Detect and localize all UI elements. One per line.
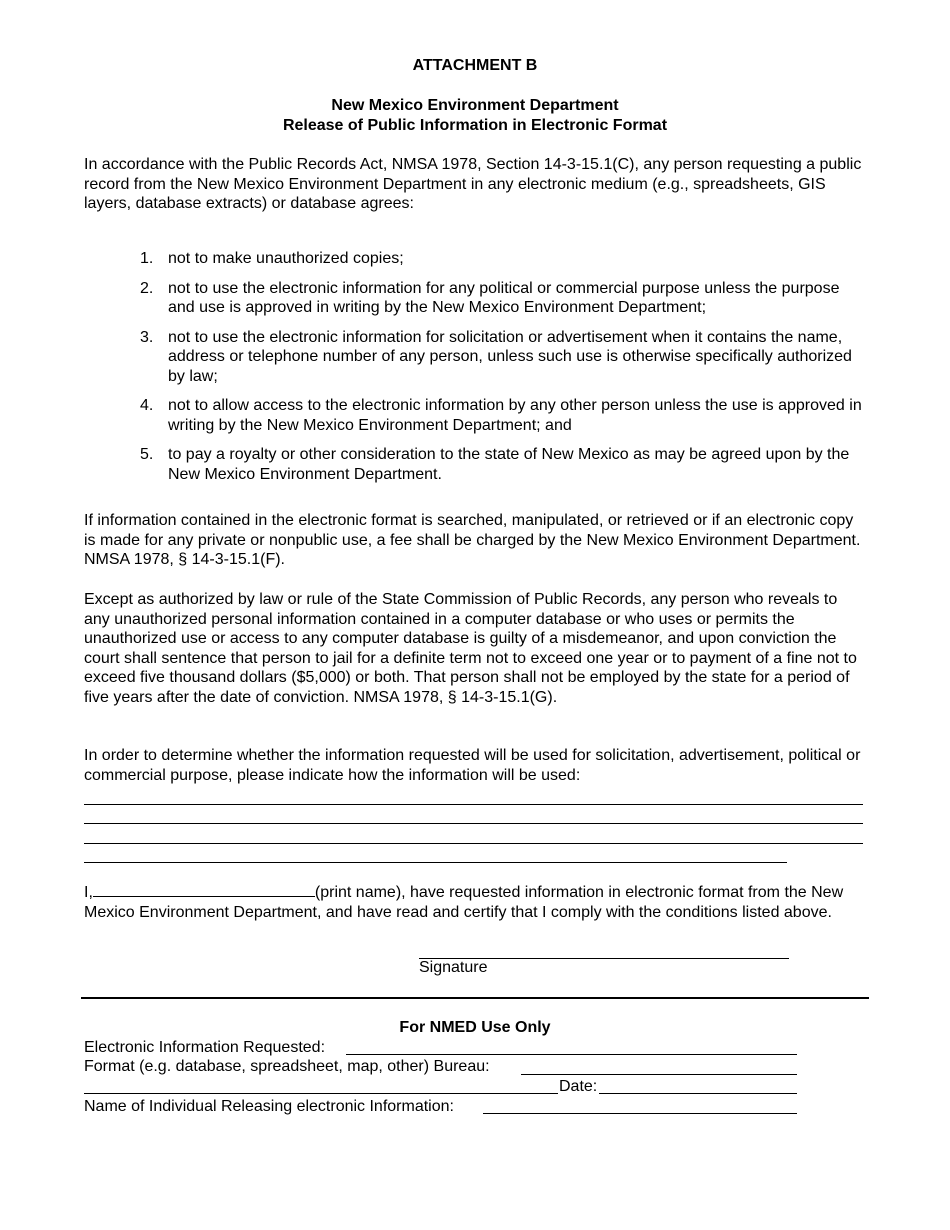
section-divider xyxy=(81,997,869,999)
condition-text: not to allow access to the electronic information by any other person unless the use is approved in writing by the New Mexico Environment Department; and xyxy=(168,397,862,434)
usage-line-1[interactable] xyxy=(84,804,863,805)
condition-number: 4. xyxy=(140,397,154,414)
condition-text: not to use the electronic information for solicitation or advertisement when it contains the name, address or telephone number of any person, unless such use is otherwise specifically authorized by law; xyxy=(168,328,852,385)
penalty-paragraph: Except as authorized by law or rule of the State Commission of Public Records, any person who reveals to any unauthorized personal information contained in a computer database or who uses or permits the unauthorized use or access to any computer database is guilty of a misdemeanor, and upon conviction the court shall sentence that person to jail for a definite term not to exceed one year or to payment of a fine not to exceed five thousand dollars ($5,000) or both. That person shall not be employed by the state for a period of five years after the date of conviction. NMSA 1978, § 14-3-15.1(G). xyxy=(84,591,857,706)
condition-text: not to use the electronic information for any political or commercial purpose unless the purpose and use is approved in writing by the New Mexico Environment Department; xyxy=(168,279,840,316)
print-name-field[interactable] xyxy=(93,882,315,897)
condition-number: 5. xyxy=(140,446,154,463)
condition-text: not to make unauthorized copies; xyxy=(168,250,404,267)
office-use-title: For NMED Use Only xyxy=(399,1019,551,1036)
condition-item xyxy=(84,396,866,435)
usage-line-3[interactable] xyxy=(84,843,863,844)
signature-label: Signature xyxy=(419,959,488,976)
form-subtitle: Release of Public Information in Electronic Format xyxy=(282,116,668,134)
condition-item xyxy=(84,249,866,269)
department-title-block xyxy=(84,96,866,135)
usage-line-4[interactable] xyxy=(84,862,787,863)
format-bureau-field[interactable] xyxy=(521,1074,797,1075)
condition-item xyxy=(84,445,866,484)
condition-number: 2. xyxy=(140,279,154,297)
date-field[interactable] xyxy=(599,1093,797,1094)
cert-prefix: I, xyxy=(84,884,93,901)
date-label: Date: xyxy=(559,1078,598,1095)
intro-paragraph: In accordance with the Public Records Act, NMSA 1978, Section 14-3-15.1(C), any person requesting a public record from the New Mexico Environment Department in any electronic medium (e.g., spreadsheets, GIS layers, database extracts) or database agrees: xyxy=(84,156,862,212)
cert-rest: the New Mexico Environment Department, and have read and certify that I comply with the conditions listed above. xyxy=(84,884,844,921)
usage-prompt: In order to determine whether the information requested will be used for solicitation, advertisement, political or commercial purpose, please indicate how the information will be used: xyxy=(84,747,861,784)
condition-item xyxy=(84,279,866,318)
cert-suffix: (print name), have requested information in electronic format from xyxy=(314,884,780,901)
info-requested-field[interactable] xyxy=(346,1054,797,1055)
releaser-field[interactable] xyxy=(483,1113,797,1114)
condition-text: to pay a royalty or other consideration to the state of New Mexico as may be agreed upon by the New Mexico Environment Department. xyxy=(168,446,850,483)
usage-line-2[interactable] xyxy=(84,823,863,824)
info-requested-label: Electronic Information Requested: xyxy=(84,1039,326,1056)
releaser-label: Name of Individual Releasing electronic Information: xyxy=(84,1098,454,1115)
bureau-continuation-field[interactable] xyxy=(84,1093,558,1094)
fee-paragraph: If information contained in the electronic format is searched, manipulated, or retrieved or if an electronic copy is made for any private or nonpublic use, a fee shall be charged by the New Mexico Environment Department. NMSA 1978, § 14-3-15.1(F). xyxy=(84,512,861,568)
certification-statement xyxy=(84,882,866,922)
format-bureau-label: Format (e.g. database, spreadsheet, map, other) Bureau: xyxy=(84,1058,490,1075)
condition-item xyxy=(84,328,866,387)
condition-number: 1. xyxy=(140,250,154,267)
attachment-title: ATTACHMENT B xyxy=(412,57,538,74)
conditions-list xyxy=(84,249,866,494)
condition-number: 3. xyxy=(140,328,154,346)
department-name: New Mexico Environment Department xyxy=(331,97,619,114)
